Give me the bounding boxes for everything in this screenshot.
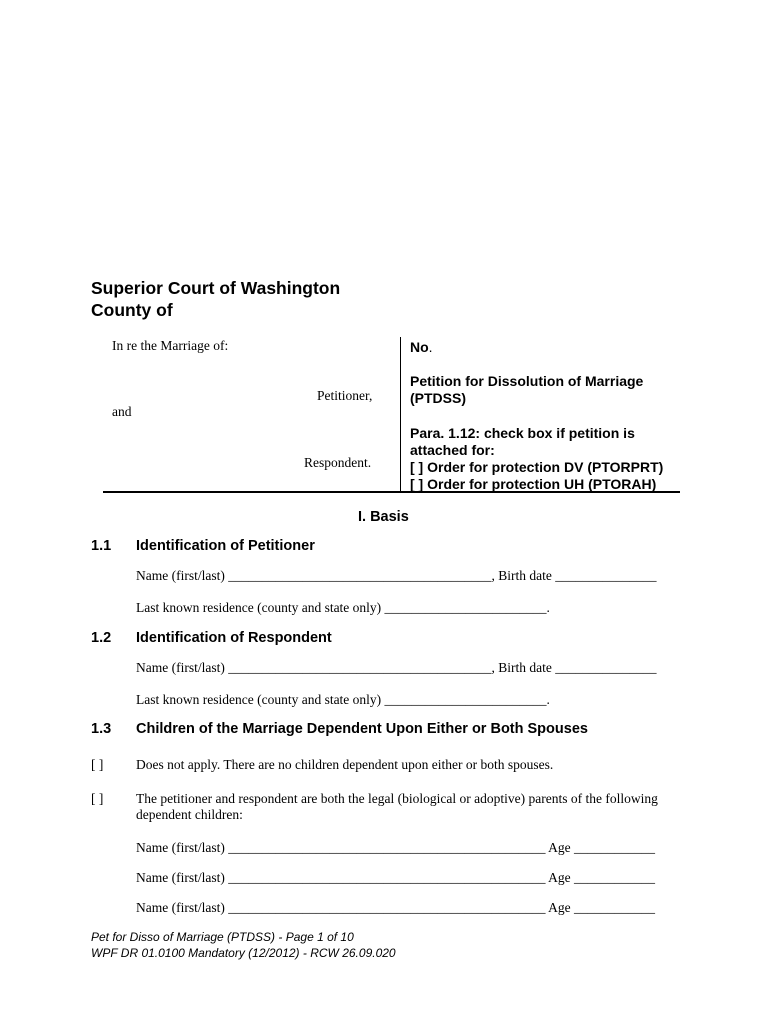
child-name-field[interactable]: Name (first/last) _______________________________________________ Age ____________: [136, 870, 655, 885]
respondent-name-field[interactable]: Name (first/last) _______________________________________, Birth date _______________: [136, 660, 657, 675]
section-number: 1.3: [91, 721, 112, 737]
para-note-cont: attached for:: [410, 442, 495, 458]
child-name-field[interactable]: Name (first/last) _______________________________________________ Age ____________: [136, 900, 655, 915]
children-text: The petitioner and respondent are both the legal (biological or adoptive) parents of the following: [136, 791, 658, 806]
petition-title: Petition for Dissolution of Marriage: [410, 373, 644, 389]
section-number: 1.2: [91, 630, 112, 646]
case-number-text: No: [410, 339, 429, 355]
respondent-residence-field[interactable]: Last known residence (county and state only) ________________________.: [136, 692, 550, 707]
section-title-respondent: Identification of Respondent: [136, 630, 332, 646]
children-checkbox[interactable]: [ ]: [91, 791, 104, 806]
caption-divider-vertical: [400, 337, 401, 493]
footer-form-title: Pet for Disso of Marriage (PTDSS) - Page 1 of 10: [91, 930, 354, 944]
petitioner-name-field[interactable]: Name (first/last) _______________________________________, Birth date _______________: [136, 568, 657, 583]
footer-form-number: WPF DR 01.0100 Mandatory (12/2012) - RCW 26.09.020: [91, 946, 396, 960]
petitioner-label: Petitioner,: [317, 388, 373, 403]
child-name-field[interactable]: Name (first/last) _______________________________________________ Age ____________: [136, 840, 655, 855]
section-title-children: Children of the Marriage Dependent Upon Either or Both Spouses: [136, 721, 588, 737]
section-number: 1.1: [91, 538, 112, 554]
section-title-petitioner: Identification of Petitioner: [136, 538, 315, 554]
no-children-text: Does not apply. There are no children dependent upon either or both spouses.: [136, 757, 554, 772]
case-number-label: [410, 339, 433, 356]
petitioner-residence-field[interactable]: Last known residence (county and state only) ________________________.: [136, 600, 550, 615]
case-number-dot: .: [428, 339, 433, 355]
and-label: and: [112, 404, 132, 419]
children-text-cont: dependent children:: [136, 807, 243, 822]
para-note: Para. 1.12: check box if petition is: [410, 425, 635, 441]
court-name: Superior Court of Washington: [91, 278, 341, 298]
county-name: County of: [91, 300, 173, 320]
petition-code: (PTDSS): [410, 390, 466, 406]
respondent-label: Respondent.: [304, 455, 372, 470]
order-uh-checkbox[interactable]: [ ] Order for protection UH (PTORAH): [410, 476, 657, 492]
in-re-label: In re the Marriage of:: [112, 338, 229, 353]
no-children-checkbox[interactable]: [ ]: [91, 757, 104, 772]
order-dv-checkbox[interactable]: [ ] Order for protection DV (PTORPRT): [410, 459, 664, 475]
basis-heading: I. Basis: [358, 509, 409, 525]
